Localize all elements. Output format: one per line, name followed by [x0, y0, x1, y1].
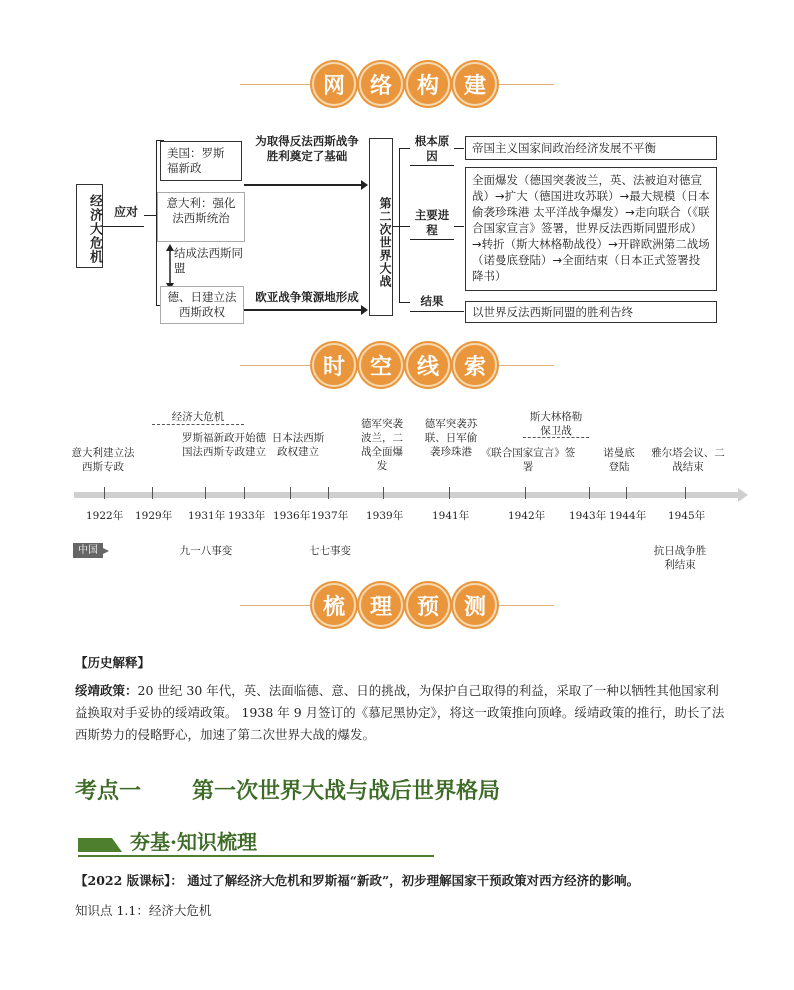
- year-label: 1936年: [273, 510, 311, 522]
- banner-char: 构: [406, 62, 450, 106]
- process-label: 主要进程: [410, 208, 454, 240]
- crisis-span-line: [152, 424, 244, 425]
- event-1939: 德军突袭波兰，二战全面爆发: [361, 418, 403, 472]
- banner-char: 索: [453, 343, 497, 387]
- knowledge-point: 知识点 1.1：经济大危机: [75, 903, 212, 918]
- event-1941: 德军突袭苏联、日军偷袭珍珠港: [424, 418, 478, 458]
- year-label: 1929年: [135, 510, 173, 522]
- year-label: 1931年: [188, 510, 226, 522]
- history-heading: 【历史解释】: [75, 655, 151, 670]
- appeasement-term: 绥靖政策：: [75, 683, 138, 698]
- process-box: 全面爆发（德国突袭波兰，英、法被迫对德宣战）→扩大（德国进攻苏联）→最大规模（日本偷袭珍珠港 太平洋战争爆发）→走向联合（《联合国家宣言》签署，世界反法西斯同盟形成）→转折（斯大林格勒战役）→开辟欧洲第二战场（诺曼底登陆）→全面结束（日本正式签署投降书）: [465, 167, 717, 291]
- standard-text: 通过了解经济大危机和罗斯福“新政”，初步理解国家干预政策对西方经济的影响。: [182, 873, 640, 888]
- curriculum-standard: [75, 870, 725, 892]
- year-label: 1943年: [569, 510, 607, 522]
- tag-arrow-icon: [103, 548, 109, 554]
- subheading-underline: [78, 855, 434, 857]
- banner-char: 建: [453, 62, 497, 106]
- banner-char: 预: [406, 583, 450, 627]
- event-1945: 雅尔塔会议、二战结束: [651, 447, 725, 473]
- alliance-text: 结成法西斯同盟: [174, 246, 243, 275]
- year-label: 1933年: [228, 510, 266, 522]
- basis-text: 为取得反法西斯战争胜利奠定了基础: [255, 134, 359, 163]
- banner-char: 空: [359, 343, 403, 387]
- axis-arrow-icon: [738, 488, 748, 502]
- subheading: 夯基·知识梳理: [130, 830, 257, 854]
- section-banner-timeline: [0, 343, 794, 389]
- section-banner-network: [0, 62, 794, 108]
- section-banner-review: [0, 583, 794, 629]
- year-label: 1939年: [366, 510, 404, 522]
- subheading-bar: [78, 838, 112, 852]
- standard-label: 【2022 版课标】：: [75, 873, 183, 888]
- appeasement-text: 20 世纪 30 年代，英、法面临德、意、日的挑战，为保护自己取得的利益，采取了一种以牺牲其他国家利益换取对手妥协的绥靖政策。 1938 年 9 月签订的《慕尼黑协定》，将这一政策推向顶峰。绥靖政策的推行，助长了法西斯势力的侵略野心，加速了第二次世界大战的爆发。: [75, 683, 725, 742]
- event-1945-china: 抗日战争胜利结束: [653, 545, 707, 571]
- event-1933: 罗斯福新政开始德国法西斯专政建立: [182, 432, 266, 458]
- banner-char: 测: [453, 583, 497, 627]
- timeline-axis: [74, 492, 740, 498]
- year-label: 1945年: [668, 510, 706, 522]
- appeasement-paragraph: [75, 680, 725, 746]
- stalingrad-span-line: [523, 437, 589, 438]
- kaodian-title: 第一次世界大战与战后世界格局: [192, 779, 501, 804]
- event-1922: 意大利建立法西斯专政: [71, 447, 135, 473]
- banner-char: 线: [406, 343, 450, 387]
- result-label: 结果: [410, 294, 454, 312]
- sources-text: 欧亚战争策源地形成: [255, 290, 359, 304]
- root-cause-label: 根本原因: [410, 134, 454, 166]
- banner-char: 络: [359, 62, 403, 106]
- subheading-bar-tip: [112, 838, 122, 852]
- year-label: 1941年: [432, 510, 470, 522]
- usa-box: 美国：罗斯福新政: [160, 141, 242, 181]
- stalingrad-span-label: 斯大林格勒保卫战: [529, 411, 583, 437]
- italy-box: 意大利：强化法西斯统治: [157, 192, 245, 242]
- result-box: 以世界反法西斯同盟的胜利告终: [465, 301, 717, 323]
- year-label: 1922年: [86, 510, 124, 522]
- year-label: 1937年: [311, 510, 349, 522]
- event-77: 七七事变: [309, 545, 351, 557]
- banner-char: 理: [359, 583, 403, 627]
- event-1942: 《联合国家宣言》签署: [480, 447, 576, 473]
- crisis-span-label: 经济大危机: [171, 411, 225, 423]
- root-box: 经济大危机: [76, 184, 103, 268]
- kaodian-label: 考点一: [75, 779, 142, 804]
- event-918: 九一八事变: [179, 545, 233, 557]
- event-1944: 诺曼底登陆: [603, 447, 635, 473]
- year-label: 1944年: [609, 510, 647, 522]
- china-tag: 中国: [73, 543, 103, 558]
- event-1936: 日本法西斯政权建立: [271, 432, 325, 458]
- germany-japan-box: 德、日建立法西斯政权: [160, 286, 244, 324]
- banner-char: 梳: [312, 583, 356, 627]
- root-cause-box: 帝国主义国家间政治经济发展不平衡: [465, 136, 717, 160]
- banner-char: 时: [312, 343, 356, 387]
- response-label: 应对: [108, 205, 144, 227]
- banner-char: 网: [312, 62, 356, 106]
- year-label: 1942年: [508, 510, 546, 522]
- ww2-box: 第二次世界大战: [369, 138, 393, 316]
